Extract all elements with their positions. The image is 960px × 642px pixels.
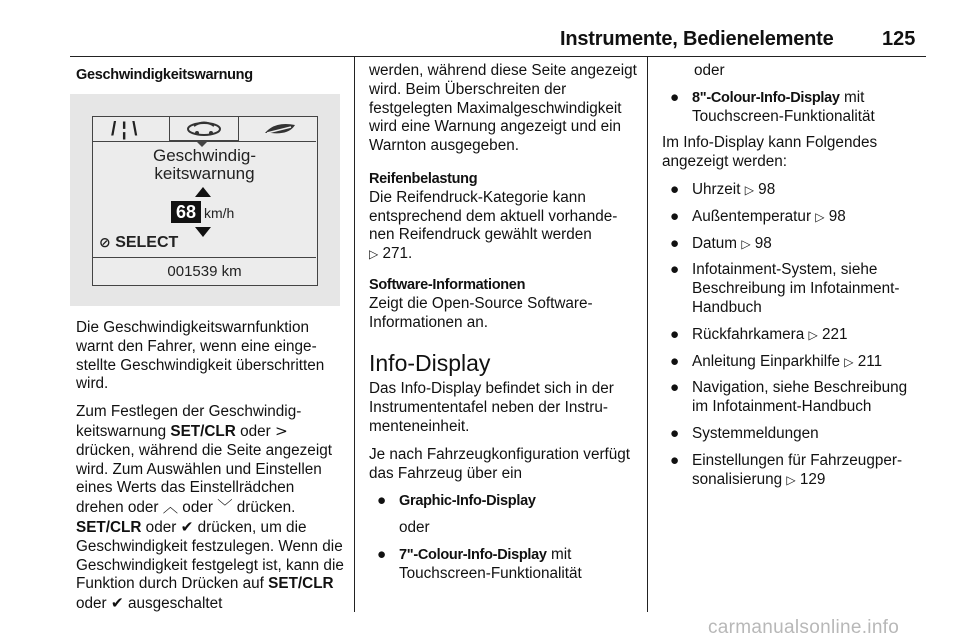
select-row [99, 234, 178, 252]
subheading-software-info: Software-Informationen [369, 276, 526, 293]
page-number: 125 [882, 28, 916, 50]
section-heading-info-display: Info-Display [369, 350, 491, 377]
list-item-or: oder [694, 62, 725, 79]
column-2 [369, 62, 637, 592]
paragraph-info-display-contents: Im Info-Display kann Folgendes angezeigt werden: [662, 134, 878, 171]
odometer: 001539 km [167, 263, 242, 280]
checkmark-icon: ✔ [110, 594, 124, 613]
header-rule [70, 56, 926, 57]
page-ref-arrow-icon: ▷ [744, 182, 754, 197]
speed-value: 68 [171, 201, 201, 223]
page-ref-arrow-icon: ▷ [808, 327, 818, 342]
panel-bottom-rule [93, 257, 316, 258]
list-item: ● Uhrzeit ▷ 98 [670, 180, 776, 198]
chevron-right-icon: > [274, 421, 288, 440]
list-item: ● 7"-Colour-Info-Display mit Touchscreen-Funktionalität [377, 545, 582, 582]
page-ref-arrow-icon: ▷ [369, 247, 379, 262]
page-ref-arrow-icon: ▷ [786, 472, 796, 487]
paragraph-warning-continued: werden, während diese Seite angezeigt wird. Beim Überschreiten der festgelegten Maximalgeschwindigkeit wird eine Warnung angezeigt und ein Warnton ausgegeben. [369, 62, 637, 155]
checkmark-icon: ✔ [180, 517, 194, 536]
paragraph-software-info: Zeigt die Open-Source Software-Informationen an. [369, 294, 593, 331]
arrow-up-icon [195, 187, 211, 197]
page-ref-arrow-icon: ▷ [815, 209, 825, 224]
running-header-title: Instrumente, Bedienelemente [560, 28, 834, 50]
list-item-or: oder [399, 519, 430, 537]
list-item: ● Graphic-Info-Display [377, 492, 536, 510]
paragraph-info-display-location: Das Info-Display befindet sich in der Instrumententafel neben der Instrumenteneinheit. [369, 380, 614, 435]
speed-warning-figure [70, 94, 340, 306]
paragraph-speed-warning-howto: Zum Festlegen der Geschwindigkeitswarnung SET/CLR oder > drücken, während die Seite angezeigt wird. Zum Auswählen und Einstellen eines Werts das Einstellrädchen drehen oder ︿ oder ﹀ drücken. SET/CLR oder ✔ drücken, um die Geschwindigkeit festzulegen. Wenn die Geschwindigkeit festgelegt ist, kann die Funktion durch Drücken auf SET/CLR oder ✔ ausgeschaltet [76, 403, 344, 613]
column-3 [662, 62, 926, 497]
column-1 [76, 62, 346, 85]
column-1-body [76, 319, 346, 623]
list-item: ● Infotainment-System, siehe Beschreibung im Infotainment-Handbuch [670, 261, 900, 316]
selected-tab-frame [169, 117, 239, 141]
chevron-up-icon: ︿ [162, 498, 179, 517]
arrow-down-icon [195, 227, 211, 237]
display-panel [92, 116, 318, 286]
list-item: ● Außentemperatur ▷ 98 [670, 207, 846, 225]
page-ref-arrow-icon: ▷ [741, 236, 751, 251]
speed-unit: km/h [204, 205, 235, 221]
list-item: ● 8"-Colour-Info-Display mit Touchscreen-Funktionalität [670, 88, 875, 125]
check-circle-icon: ⊘ [99, 235, 111, 251]
figure-title-line-1: Geschwindig- [153, 146, 256, 165]
list-item: ● Rückfahrkamera ▷ 221 [670, 325, 848, 343]
figure-title-line-2: keitswarnung [154, 164, 255, 183]
car-icon [170, 117, 238, 139]
watermark: carmanualsonline.info [708, 617, 900, 638]
eco-leaf-icon [261, 121, 301, 137]
section-heading-speed-warning: Geschwindigkeitswarnung [76, 67, 253, 83]
list-item: ● Datum ▷ 98 [670, 234, 772, 252]
page-ref-arrow-icon: ▷ [844, 354, 854, 369]
subheading-tire-load: Reifenbelastung [369, 170, 478, 187]
column-divider-1 [354, 57, 355, 612]
chevron-down-icon: ﹀ [217, 498, 233, 517]
list-item: ● Anleitung Einparkhilfe ▷ 211 [670, 352, 883, 370]
paragraph-tire-load: Die Reifendruck-Kategorie kann entsprechend dem aktuell vorhandenen Reifendruck gewählt werden ▷ 271. [369, 188, 618, 263]
paragraph-speed-warning-intro: Die Geschwindigkeitswarnfunktion warnt den Fahrer, wenn eine eingestellte Geschwindigkeit überschritten wird. [76, 319, 325, 393]
vehicle-info-icon: / ¦ \ [111, 119, 138, 140]
list-item: ● Navigation, siehe Beschreibung im Infotainment-Handbuch [670, 379, 908, 416]
list-item: ● Einstellungen für Fahrzeugpersonalisierung ▷ 129 [670, 451, 903, 488]
info-display-items-list [662, 181, 926, 489]
list-item: ● Systemmeldungen [670, 424, 819, 442]
paragraph-info-display-config: Je nach Fahrzeugkonfiguration verfügt das Fahrzeug über ein [369, 445, 631, 482]
select-label: SELECT [115, 234, 179, 251]
column-divider-2 [647, 57, 648, 612]
